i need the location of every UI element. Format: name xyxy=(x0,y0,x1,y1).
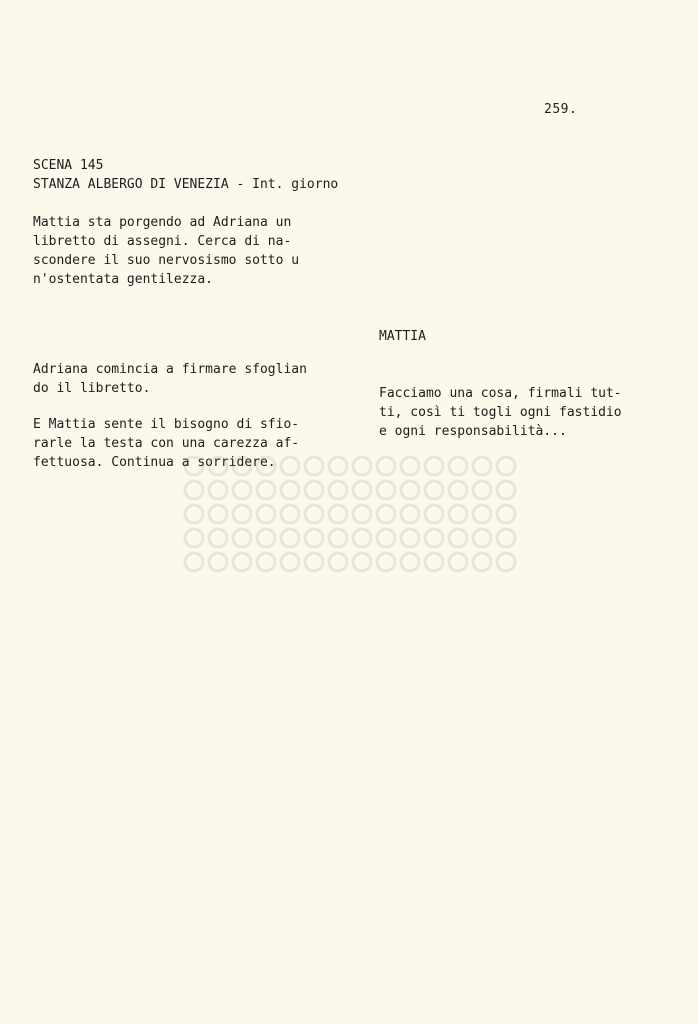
action-paragraph-3: E Mattia sente il bisogno di sfio- rarle la testa con una carezza af- fettuosa. Continua a sorridere. xyxy=(33,417,300,470)
page-number: 259. xyxy=(544,102,578,117)
action-paragraph-2: Adriana comincia a firmare sfoglian do il libretto. xyxy=(33,362,307,396)
scene-label: SCENA 145 xyxy=(33,158,104,173)
action-paragraph-1: Mattia sta porgendo ad Adriana un libretto di assegni. Cerca di na- scondere il suo nervosismo sotto u n'ostentata gentilezza. xyxy=(33,215,300,287)
dialogue-block xyxy=(379,289,622,479)
scene-heading xyxy=(33,156,338,194)
scene-location: STANZA ALBERGO DI VENEZIA - Int. giorno xyxy=(33,177,339,192)
character-name: MATTIA xyxy=(379,329,426,344)
dialogue-text: Facciamo una cosa, firmali tut- ti, così ti togli ogni fastidio e ogni responsabilità... xyxy=(379,386,622,439)
library-stamp-watermark-icon xyxy=(180,452,520,578)
